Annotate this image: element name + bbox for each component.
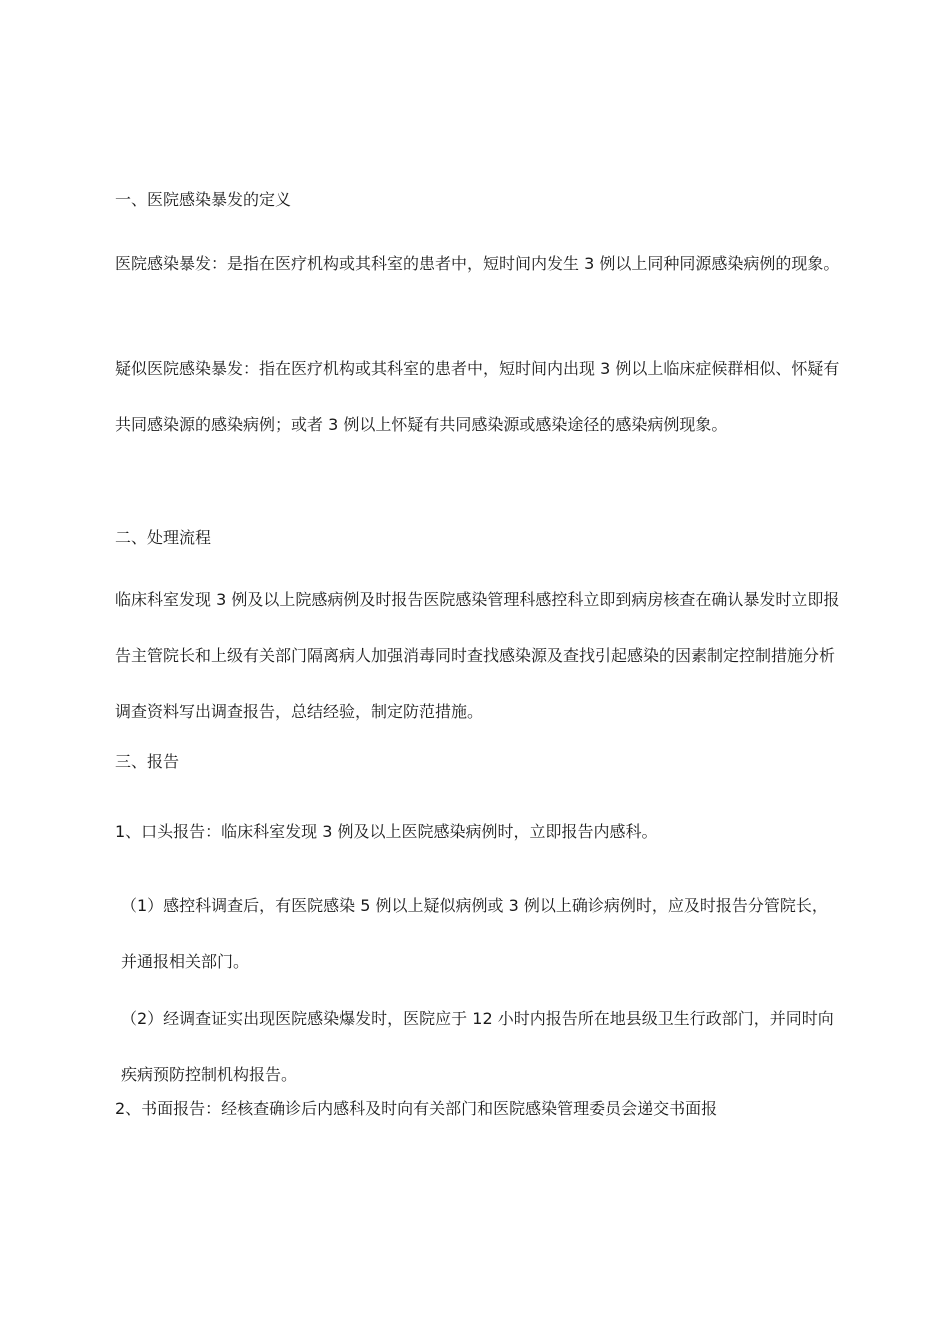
paragraph-written-report: 2、书面报告：经核查确诊后内感科及时向有关部门和医院感染管理委员会递交书面报	[115, 1099, 718, 1118]
paragraph-outbreak-definition: 医院感染暴发：是指在医疗机构或其科室的患者中，短时间内发生 3 例以上同种同源感染病例的现象。	[115, 254, 840, 273]
section-heading-process: 二、处理流程	[115, 528, 212, 547]
paragraph-oral-report-item-1: （1）感控科调查后，有医院感染 5 例以上疑似病例或 3 例以上确诊病例时，应及时报告分管院长，并通报相关部门。	[121, 896, 828, 971]
paragraph-oral-report-item-2: （2）经调查证实出现医院感染爆发时，医院应于 12 小时内报告所在地县级卫生行政部门，并同时向疾病预防控制机构报告。	[121, 1009, 834, 1084]
paragraph-oral-report: 1、口头报告：临床科室发现 3 例及以上医院感染病例时，立即报告内感科。	[115, 822, 658, 841]
section-heading-definition: 一、医院感染暴发的定义	[115, 190, 292, 209]
paragraph-process: 临床科室发现 3 例及以上院感病例及时报告医院感染管理科感控科立即到病房核查在确认暴发时立即报告主管院长和上级有关部门隔离病人加强消毒同时查找感染源及查找引起感染的因素制定控制措施分析调查资料写出调查报告，总结经验，制定防范措施。	[115, 590, 840, 721]
section-heading-report: 三、报告	[115, 752, 180, 771]
paragraph-suspected-outbreak-definition: 疑似医院感染暴发：指在医疗机构或其科室的患者中，短时间内出现 3 例以上临床症候群相似、怀疑有共同感染源的感染病例；或者 3 例以上怀疑有共同感染源或感染途径的感染病例现象。	[115, 359, 840, 434]
